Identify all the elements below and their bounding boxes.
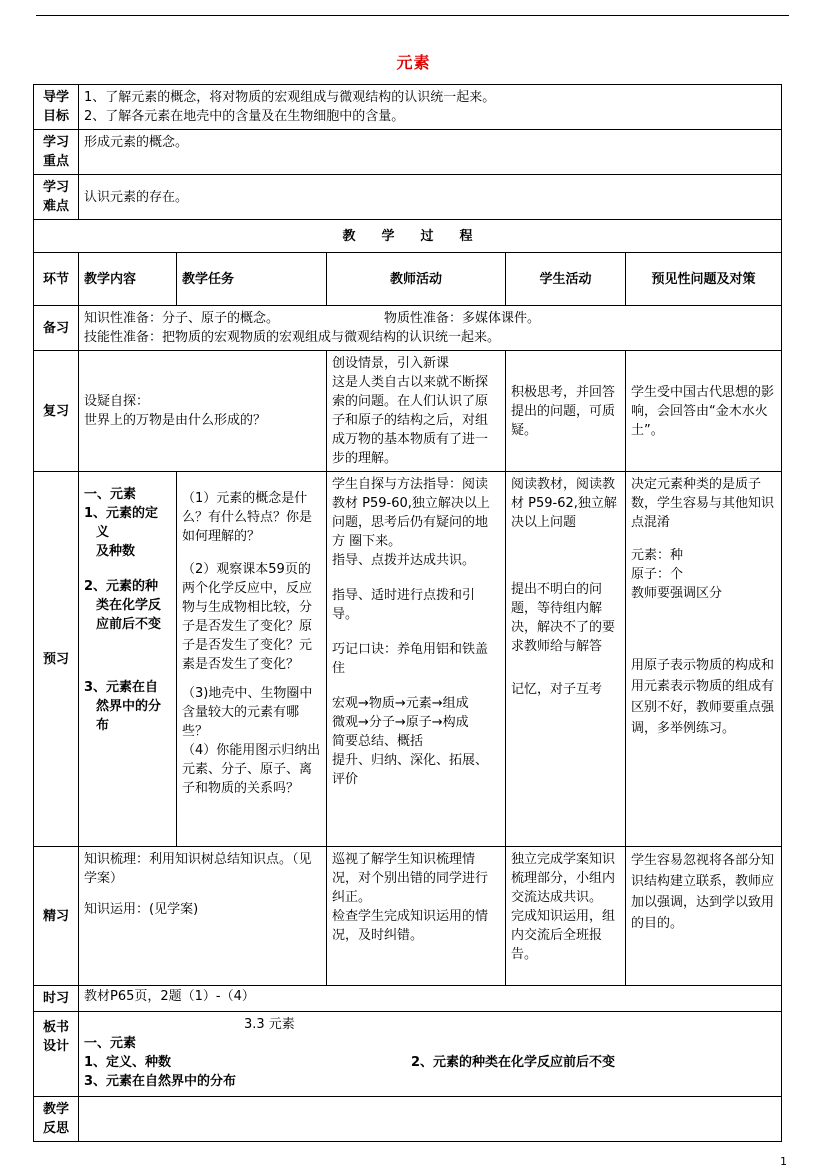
key-text: 形成元素的概念。 [79,130,782,175]
refine-content-2: 知识运用：(见学案) [84,902,199,917]
goal-item: 1、了解元素的概念，将对物质的宏观组成与微观结构的认识统一起来。 [84,90,496,105]
content-item-1: 一、元素 [84,487,137,502]
top-rule [36,15,789,16]
content-item-2: 1、元素的定义 及种数 [84,506,159,559]
prep-label: 备习 [34,306,79,351]
student-step-3: 记忆，对子互考 [511,682,603,697]
header-issues: 预见性问题及对策 [626,253,782,306]
reflection-label: 教学反思 [34,1097,79,1142]
teacher-step-3: 指导、适时进行点拨和引导。 [332,588,476,622]
header-teacher: 教师活动 [327,253,506,306]
preview-tasks [177,472,327,847]
header-task: 教学任务 [177,253,327,306]
board-item-1: 1、定义、种数 [84,1055,172,1070]
teacher-summary: 简要总结、概括 提升、归纳、深化、拓展、评价 [332,734,489,787]
content-item-4: 3、元素在自然界中的分布 [84,680,162,733]
issue-2: 元素：种 原子：个 教师要强调区分 [631,548,723,601]
page-number: 1 [780,1155,787,1168]
content-item-3: 2、元素的种类在化学反应前后不变 [84,579,162,632]
process-title: 教 学 过 程 [34,220,782,253]
board-cell [79,1012,782,1097]
board-line-1: 一、元素 [84,1036,137,1051]
task-4: （4）你能用图示归纳出元素、分子、原子、离子和物质的关系吗？ [182,743,321,796]
teacher-relation: 宏观→物质→元素→组成 微观→分子→原子→构成 [332,696,469,730]
practice-label: 时习 [34,986,79,1012]
goals-cell [79,85,782,130]
refine-issues: 学生容易忽视将各部分知识结构建立联系，教师应加以强调，达到学以致用的目的。 [626,847,782,986]
review-teacher: 创设情景，引入新课 这是人类自古以来就不断探索的问题。在人们认识了原子和原子的结构之后，对组成万物的基本物质有了进一步的理解。 [327,351,506,472]
task-1: （1）元素的概念是什么？有什么特点？你是如何理解的？ [182,491,313,544]
prep-knowledge: 知识性准备：分子、原子的概念。 [84,311,280,326]
task-2: （2）观察课本59页的两个化学反应中，反应物与生成物相比较，分子是否发生了变化？原子是否发生了变化？元素是否发生了变化？ [182,562,313,672]
review-issues: 学生受中国古代思想的影响，会回答由“金木水火土”。 [626,351,782,472]
refine-content-1: 知识梳理：利用知识树总结知识点。（见学案） [84,852,312,886]
issue-3: 用原子表示物质的构成和用元素表示物质的组成有区别不好，教师要重点强调，多举例练习。 [631,658,775,736]
board-label: 板书设计 [34,1012,79,1097]
refine-label: 精习 [34,847,79,986]
board-item-2: 2、元素的种类在化学反应前后不变 [411,1055,616,1070]
task-3: （3)地壳中、生物圈中含量较大的元素有哪些？ [182,686,313,739]
student-step-2: 提出不明白的问题，等待组内解决，解决不了的要求教师给与解答 [511,582,616,654]
key-label: 学习重点 [34,130,79,175]
difficulty-label: 学习难点 [34,175,79,220]
teacher-step-1: 学生自探与方法指导：阅读教材 P59-60,独立解决以上问题，思考后仍有疑问的地方 圈下来。 [332,477,490,549]
goal-item: 2、了解各元素在地壳中的含量及在生物细胞中的含量。 [84,109,405,124]
refine-content [79,847,327,986]
review-label: 复习 [34,351,79,472]
preview-student [506,472,626,847]
preview-content [79,472,177,847]
review-content: 设疑自探： 世界上的万物是由什么形成的？ [79,351,327,472]
difficulty-text: 认识元素的存在。 [79,175,782,220]
student-step-1: 阅读教材，阅读教材 P59-62,独立解决以上问题 [511,477,617,530]
issue-1: 决定元素种类的是质子数，学生容易与其他知识点混淆 [631,477,775,530]
header-stage: 环节 [34,253,79,306]
board-line-3: 3、元素在自然界中的分布 [84,1074,237,1089]
refine-student: 独立完成学案知识梳理部分，小组内交流达成共识。 完成知识运用，组内交流后全班报告。 [506,847,626,986]
goals-label: 导学目标 [34,85,79,130]
board-heading: 3.3 元素 [244,1017,295,1032]
reflection-text [79,1097,782,1142]
prep-cell [79,306,782,351]
prep-line-1 [84,309,776,328]
preview-issues [626,472,782,847]
teacher-mnemonic: 巧记口诀：养龟用铝和铁盖住 [332,642,489,676]
header-student: 学生活动 [506,253,626,306]
page-title: 元素 [396,53,431,72]
preview-label: 预习 [34,472,79,847]
refine-teacher: 巡视了解学生知识梳理情况，对个别出错的同学进行纠正。 检查学生完成知识运用的情况，及时纠错。 [327,847,506,986]
prep-material: 物质性准备：多媒体课件。 [384,311,541,326]
lesson-plan-table [33,84,782,1142]
prep-skill: 技能性准备：把物质的宏观物质的宏观组成与微观结构的认识统一起来。 [84,330,501,345]
board-line-2 [84,1053,776,1072]
review-student: 积极思考，并回答提出的问题，可质疑。 [506,351,626,472]
teacher-step-2: 指导、点拨并达成共识。 [332,553,476,568]
header-content: 教学内容 [79,253,177,306]
practice-text: 教材P65页，2题（1）-（4） [79,986,782,1012]
preview-teacher [327,472,506,847]
